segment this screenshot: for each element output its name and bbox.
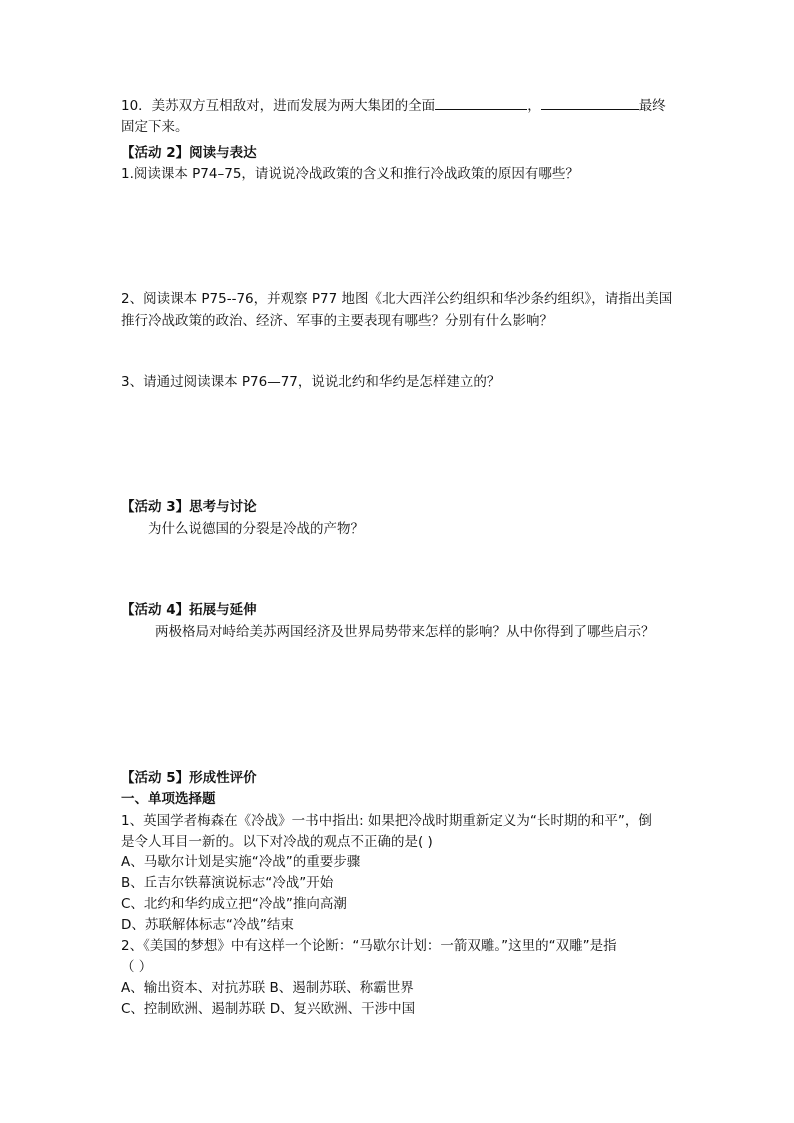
choice-question-2-options-ab: A、输出资本、对抗苏联 B、遏制苏联、称霸世界 [121,980,414,996]
choice-question-1-option-a: A、马歇尔计划是实施“冷战”的重要步骤 [121,854,361,870]
choice-question-1-option-c: C、北约和华约成立把“冷战”推向高潮 [121,896,347,912]
choice-question-2-line-1: 2、《美国的梦想》中有这样一个论断：“马歇尔计划：一箭双雕。”这里的“双雕”是指 [121,938,617,954]
choice-question-1-option-b: B、丘吉尔铁幕演说标志“冷战”开始 [121,875,334,891]
activity-2-heading: 【活动 2】阅读与表达 [121,145,257,161]
question-10-end: 最终 [638,98,666,114]
activity-3-heading: 【活动 3】思考与讨论 [121,499,257,515]
activity-2-question-2-line-2: 推行冷战政策的政治、经济、军事的主要表现有哪些？分别有什么影响？ [121,313,553,329]
activity-3-question: 为什么说德国的分裂是冷战的产物？ [148,521,364,537]
question-10-line [121,95,666,116]
activity-2-question-1: 1.阅读课本 P74–75，请说说冷战政策的含义和推行冷战政策的原因有哪些？ [121,166,579,182]
choice-question-2-options-cd: C、控制欧洲、遏制苏联 D、复兴欧洲、干涉中国 [121,1001,416,1017]
activity-2-question-2-line-1: 2、阅读课本 P75--76，并观察 P77 地图《北大西洋公约组织和华沙条约组织》，请指出美国 [121,291,673,307]
choice-question-1-option-d: D、苏联解体标志“冷战”结束 [121,917,294,933]
activity-4-question: 两极格局对峙给美苏两国经济及世界局势带来怎样的影响？从中你得到了哪些启示？ [155,624,655,640]
choice-question-1-line-2: 是令人耳目一新的。以下对冷战的观点不正确的是( ) [121,834,433,850]
activity-4-heading: 【活动 4】拓展与延伸 [121,602,257,618]
fill-blank-1[interactable] [435,95,527,110]
question-10-continuation: 固定下来。 [121,119,189,135]
question-10-separator: ， [527,98,541,114]
question-10-text: 10．美苏双方互相敌对，进而发展为两大集团的全面 [121,98,436,114]
activity-5-heading: 【活动 5】形成性评价 [121,770,257,786]
fill-blank-2[interactable] [541,95,639,110]
single-choice-section-title: 一、单项选择题 [121,791,216,807]
choice-question-2-line-2: （ ） [121,959,153,975]
choice-question-1-line-1: 1、英国学者梅森在《冷战》一书中指出: 如果把冷战时期重新定义为“长时期的和平”，倒 [121,813,652,829]
activity-2-question-3: 3、请通过阅读课本 P76—77，说说北约和华约是怎样建立的？ [121,374,501,390]
